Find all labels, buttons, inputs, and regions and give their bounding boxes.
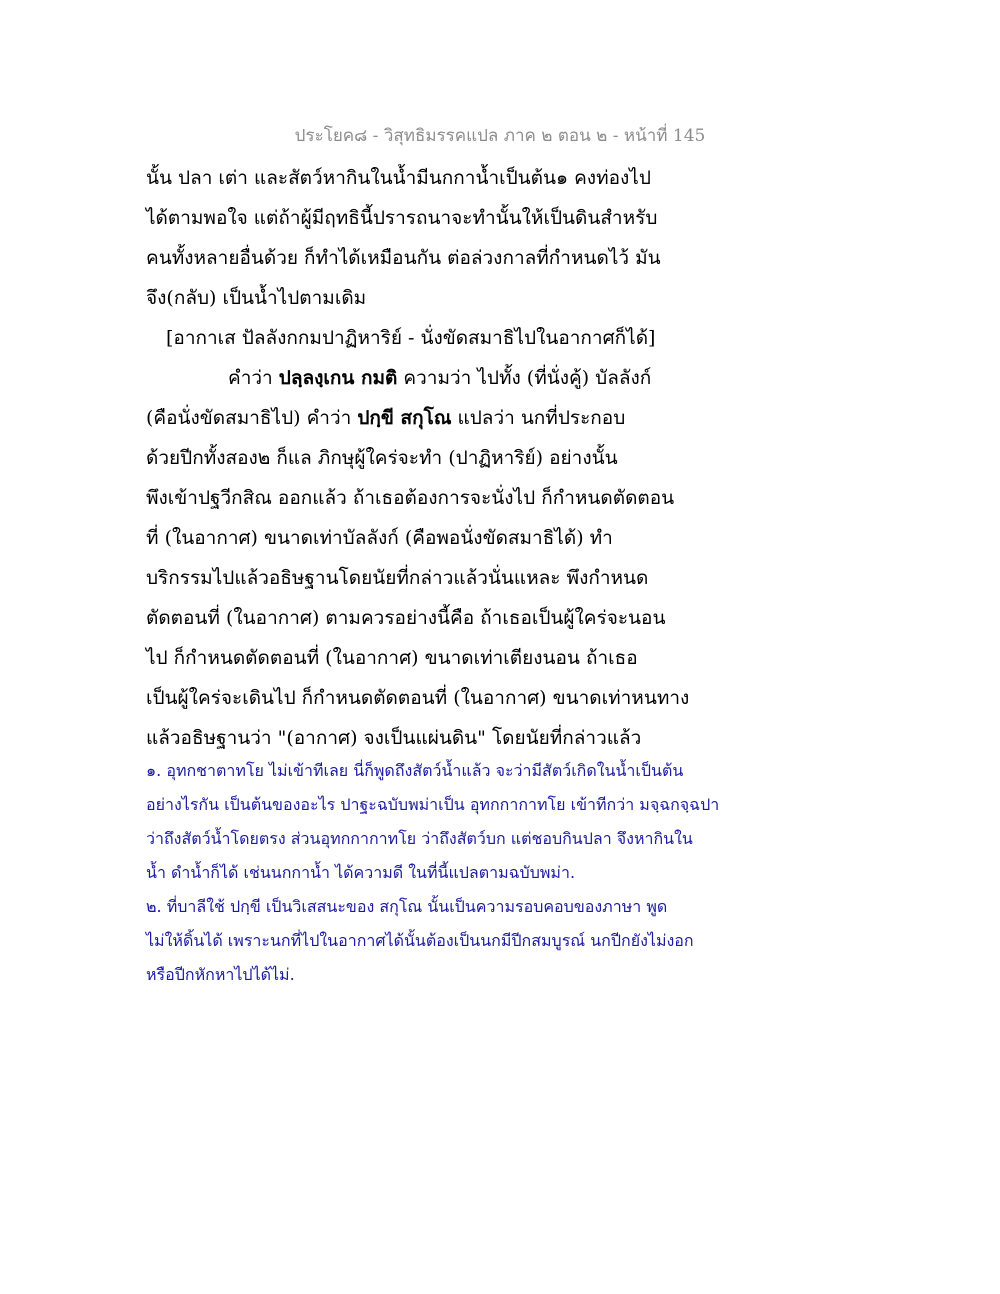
- pali-term: ปกฺขี สกุโณ: [357, 407, 452, 429]
- body-line: จึง(กลับ) เป็นน้ำไปตามเดิม: [146, 287, 367, 309]
- section-heading: [อากาเส ปัลลังกกมปาฏิหาริย์ - นั่งขัดสมาธิไปในอากาศก็ได้]: [166, 327, 656, 349]
- body-text-segment: คำว่า: [228, 367, 279, 389]
- body-line: พึงเข้าปฐวีกสิณ ออกแล้ว ถ้าเธอต้องการจะนั่งไป ก็กำหนดตัดตอน: [146, 487, 675, 509]
- page-header: ประโยค๘ - วิสุทธิมรรคแปล ภาค ๒ ตอน ๒ - หน้าที่ 145: [294, 126, 706, 146]
- main-body-text: [146, 158, 866, 758]
- body-line: แล้วอธิษฐานว่า "(อากาศ) จงเป็นแผ่นดิน" โดยนัยที่กล่าวแล้ว: [146, 727, 642, 749]
- body-text-segment: (คือนั่งขัดสมาธิไป) คำว่า: [146, 407, 358, 429]
- body-line: ตัดตอนที่ (ในอากาศ) ตามควรอย่างนี้คือ ถ้าเธอเป็นผู้ใคร่จะนอน: [146, 607, 666, 629]
- body-line: คนทั้งหลายอื่นด้วย ก็ทำได้เหมือนกัน ต่อล่วงกาลที่กำหนดไว้ มัน: [146, 247, 661, 269]
- footnote-1-line: ว่าถึงสัตว์น้ำโดยตรง ส่วนอุทกกากาทโย ว่าถึงสัตว์บก แต่ชอบกินปลา จึงหากินใน: [146, 829, 693, 848]
- footnote-1-line: น้ำ ดำน้ำก็ได้ เช่นนกกาน้ำ ได้ความดี ในที่นี้แปลตามฉบับพม่า.: [146, 863, 576, 882]
- pali-term: ปลฺลงฺเกน กมติ: [278, 367, 398, 389]
- body-text-segment: แปลว่า นกที่ประกอบ: [451, 407, 626, 429]
- body-line: ไป ก็กำหนดตัดตอนที่ (ในอากาศ) ขนาดเท่าเตียงนอน ถ้าเธอ: [146, 647, 638, 669]
- footnote-1-line: อย่างไรกัน เป็นต้นของอะไร ปาฐะฉบับพม่าเป็น อุทกกากาทโย เข้าทีกว่า มจฺฉกจฺฉปา: [146, 795, 720, 814]
- body-line: นั้น ปลา เต่า และสัตว์หากินในน้ำมีนกกาน้ำเป็นต้น๑ คงท่องไป: [146, 167, 651, 189]
- body-line: ด้วยปีกทั้งสอง๒ ก็แล ภิกษุผู้ใคร่จะทำ (ปาฏิหาริย์) อย่างนั้น: [146, 447, 618, 469]
- body-line: เป็นผู้ใคร่จะเดินไป ก็กำหนดตัดตอนที่ (ในอากาศ) ขนาดเท่าหนทาง: [146, 687, 690, 709]
- footnote-2-line: หรือปีกหักหาไปได้ไม่.: [146, 965, 295, 984]
- footnote-2-line: ไม่ให้ดิ้นได้ เพราะนกที่ไปในอากาศได้นั้นต้องเป็นนกมีปีกสมบูรณ์ นกปีกยังไม่งอก: [146, 931, 694, 950]
- footnotes: [146, 754, 866, 992]
- body-text-segment: ความว่า ไปทั้ง (ที่นั่งคู้) บัลลังก์: [397, 367, 652, 389]
- body-line: [146, 398, 866, 438]
- body-line: บริกรรมไปแล้วอธิษฐานโดยนัยที่กล่าวแล้วนั่นแหละ พึงกำหนด: [146, 567, 649, 589]
- footnote-1-line: ๑. อุทกชาตาทโย ไม่เข้าทีเลย นี่ก็พูดถึงสัตว์น้ำแล้ว จะว่ามีสัตว์เกิดในน้ำเป็นต้น: [146, 761, 684, 780]
- body-line: [146, 358, 866, 398]
- footnote-2-line: ๒. ที่บาลีใช้ ปกฺขี เป็นวิเสสนะของ สกุโณ นั้นเป็นความรอบคอบของภาษา พูด: [146, 897, 668, 916]
- body-line: ได้ตามพอใจ แต่ถ้าผู้มีฤทธินี้ปรารถนาจะทำนั้นให้เป็นดินสำหรับ: [146, 207, 658, 229]
- body-line: ที่ (ในอากาศ) ขนาดเท่าบัลลังก์ (คือพอนั่งขัดสมาธิได้) ทำ: [146, 527, 613, 549]
